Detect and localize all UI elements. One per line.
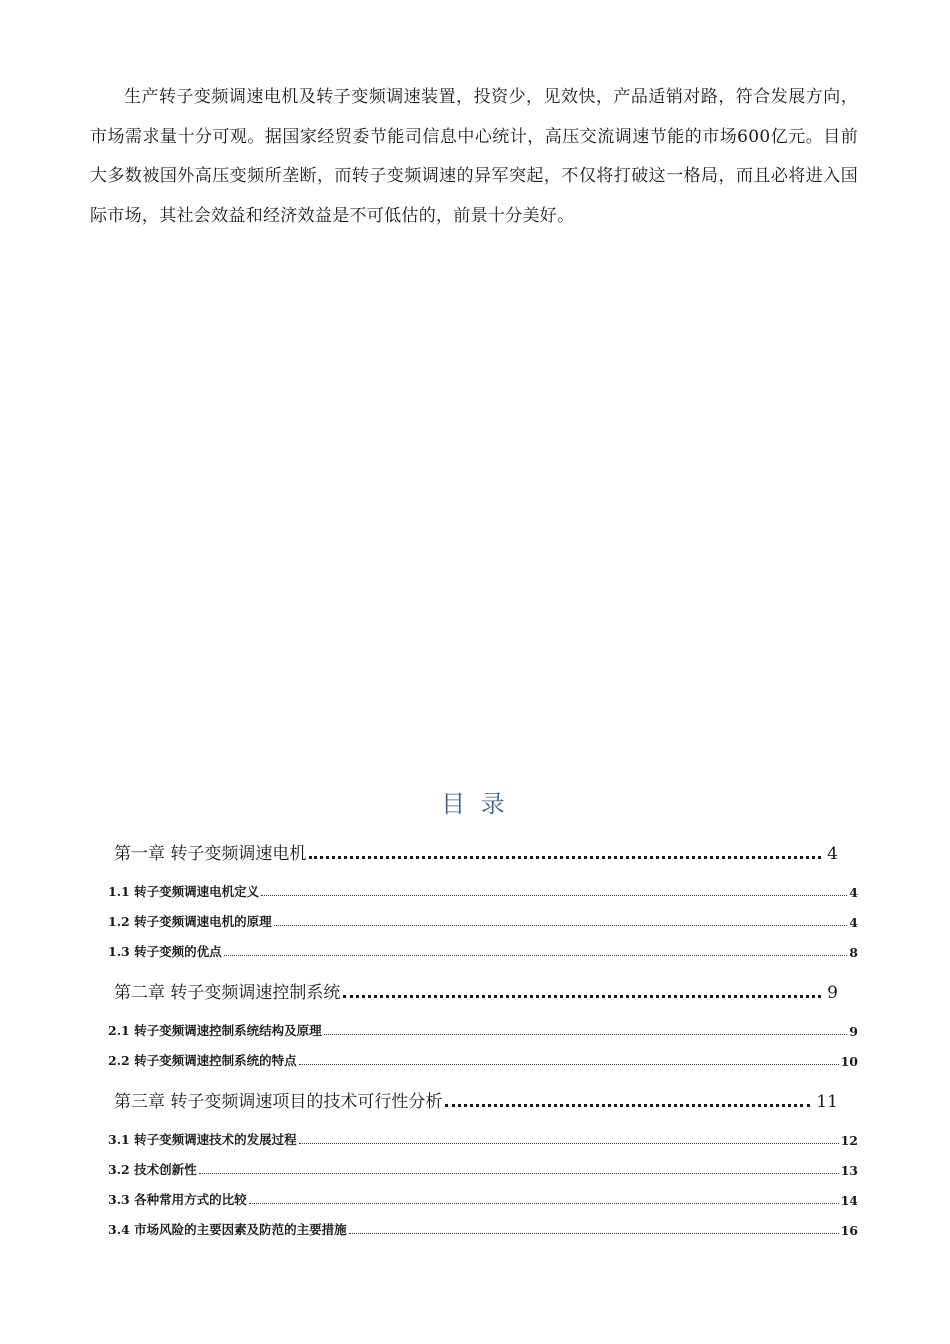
toc-page-number: 4 — [827, 844, 838, 864]
toc-title: 目 录 — [441, 790, 509, 818]
toc-section-3-3[interactable] — [108, 1190, 858, 1208]
toc-page-number: 11 — [816, 1092, 838, 1112]
toc-page-number: 16 — [840, 1223, 858, 1238]
toc-entry-label: 1.3 转子变频的优点 — [108, 944, 222, 959]
toc-page-number: 8 — [849, 945, 858, 960]
toc-entry-label: 第三章 转子变频调速项目的技术可行性分析 — [114, 1092, 443, 1112]
toc-leader — [261, 895, 847, 896]
toc-leader — [224, 955, 848, 956]
toc-page-number: 4 — [849, 885, 858, 900]
toc-chapter-2[interactable] — [114, 979, 838, 1003]
toc-page-number: 10 — [840, 1054, 858, 1069]
toc-page-number: 12 — [840, 1133, 858, 1148]
toc-section-1-2[interactable] — [108, 912, 858, 930]
intro-text — [90, 78, 858, 236]
toc-entry-label: 3.2 技术创新性 — [108, 1162, 197, 1177]
toc-page-number: 9 — [827, 983, 838, 1003]
toc-entry-label: 1.1 转子变频调速电机定义 — [108, 884, 260, 899]
intro-paragraph: 生产转子变频调速电机及转子变频调速装置，投资少，见效快，产品适销对路，符合发展方向，市场需求量十分可观。据国家经贸委节能司信息中心统计，高压交流调速节能的市场600亿元。目前大多数被国外高压变频所垄断，而转子变频调速的异军突起，不仅将打破这一格局，而且必将进入国际市场，其社会效益和经济效益是不可低估的，前景十分美好。 — [90, 87, 858, 226]
toc-page-number: 9 — [849, 1024, 858, 1039]
toc-section-2-1[interactable] — [108, 1021, 858, 1039]
toc-entry-label: 3.1 转子变频调速技术的发展过程 — [108, 1132, 297, 1147]
toc-entry-label: 3.3 各种常用方式的比较 — [108, 1192, 247, 1207]
toc-entry-label: 第一章 转子变频调速电机 — [114, 844, 307, 864]
toc-section-1-3[interactable] — [108, 942, 858, 960]
toc-leader — [249, 1203, 839, 1204]
toc-section-3-4[interactable] — [108, 1220, 858, 1238]
toc-section-2-2[interactable] — [108, 1051, 858, 1069]
toc-page-number: 13 — [840, 1163, 858, 1178]
toc-entry-label: 2.1 转子变频调速控制系统结构及原理 — [108, 1023, 322, 1038]
toc-leader — [349, 1233, 839, 1234]
toc-leader — [199, 1173, 839, 1174]
toc-page-number: 14 — [840, 1193, 858, 1208]
toc-leader — [309, 856, 821, 859]
toc-chapter-1[interactable] — [114, 840, 838, 864]
toc-leader — [299, 1143, 839, 1144]
toc-entry-label: 第二章 转子变频调速控制系统 — [114, 983, 341, 1003]
toc-section-3-1[interactable] — [108, 1130, 858, 1148]
toc-leader — [299, 1064, 839, 1065]
toc-entry-label: 2.2 转子变频调速控制系统的特点 — [108, 1053, 297, 1068]
toc-entry-label: 1.2 转子变频调速电机的原理 — [108, 914, 272, 929]
toc-leader — [324, 1034, 848, 1035]
toc-page-number: 4 — [849, 915, 858, 930]
toc-leader — [343, 995, 821, 998]
toc-section-1-1[interactable] — [108, 882, 858, 900]
toc-leader — [445, 1104, 810, 1107]
toc-leader — [274, 925, 848, 926]
toc-section-3-2[interactable] — [108, 1160, 858, 1178]
toc-entry-label: 3.4 市场风险的主要因素及防范的主要措施 — [108, 1222, 347, 1237]
toc-chapter-3[interactable] — [114, 1088, 838, 1112]
